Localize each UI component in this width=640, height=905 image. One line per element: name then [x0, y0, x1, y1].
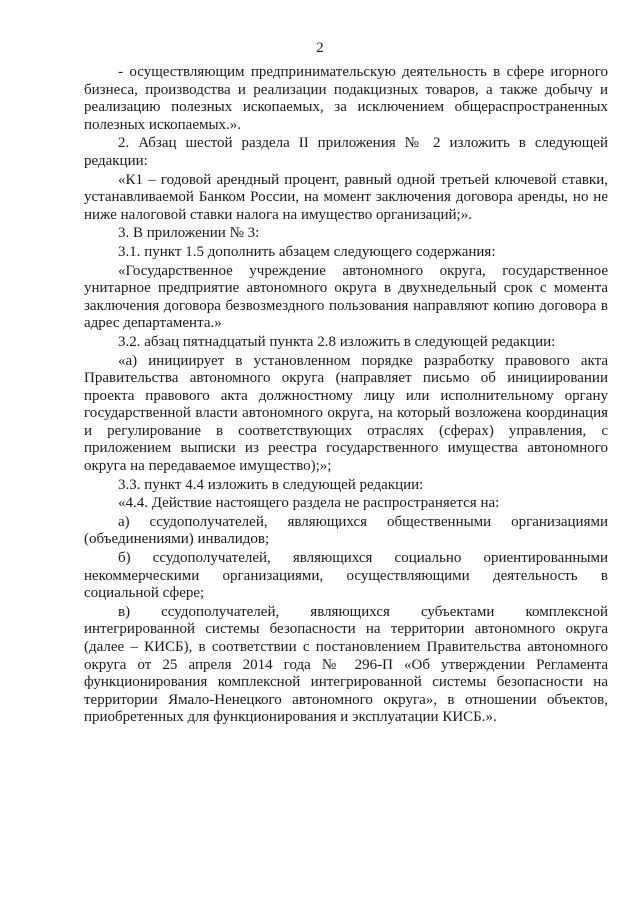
paragraph-item-4-4: «4.4. Действие настоящего раздела не распространяется на:: [118, 495, 500, 512]
paragraph-item-3-3: 3.3. пункт 4.4 изложить в следующей редакции:: [118, 476, 424, 493]
paragraph-subitem-b: б) ссудополучателей, являющихся социально ориентированными некоммерческими организациями, осуществляющими деятельность в социальной сфере;: [84, 550, 608, 602]
paragraph-item-2: 2. Абзац шестой раздела II приложения № 2 изложить в следующей редакции:: [84, 135, 608, 169]
paragraph-item-3: 3. В приложении № 3:: [118, 225, 260, 242]
paragraph-k1-definition: «К1 – годовой арендный процент, равный одной третьей ключевой ставки, устанавливаемой Банком России, на момент заключения договора аренды, но не ниже налоговой ставки налога на имущество организаций;».: [84, 171, 608, 223]
paragraph-item-3-2: 3.2. абзац пятнадцатый пункта 2.8 изложить в следующей редакции:: [118, 333, 556, 350]
paragraph-subitem-v: в) ссудополучателей, являющихся субъектами комплексной интегрированной системы безопасности на территории автономного округа (далее – КИСБ), в соответствии с постановлением Правительства автономного округа от 25 апреля 2014 года № 296-П «Об утверждении Регламента функционирования комплексной интегрированной системы безопасности на территории Ямало-Ненецкого автономного округа», в отношении объектов, приобретенных для функционирования и эксплуатации КИСБ.».: [84, 603, 608, 726]
paragraph-initiates-act: «а) инициирует в установленном порядке разработку правового акта Правительства автономного округа (направляет письмо об инициировании проекта правового акта должностному лицу или исполнительному органу государственной власти автономного округа, на который возложена координация и регулирование в соответствующих отраслях (сферах) управления, с приложением выписки из реестра государственного имущества автономного округа на передаваемое имущество);»;: [84, 352, 608, 475]
page-number: 2: [316, 40, 324, 56]
paragraph-item-3-1: 3.1. пункт 1.5 дополнить абзацем следующего содержания:: [118, 243, 496, 260]
paragraph-state-institution: «Государственное учреждение автономного округа, государственное унитарное предприятие автономного округа в двухнедельный срок с момента заключения договора безвозмездного пользования направляют копию договора в адрес департамента.»: [84, 262, 608, 332]
paragraph-subitem-a: а) ссудополучателей, являющихся общественными организациями (объединениями) инвалидов;: [84, 513, 608, 548]
paragraph-exclusion-gambling: - осуществляющим предпринимательскую деятельность в сфере игорного бизнеса, производства и реализации подакцизных товаров, а также добычу и реализацию полезных ископаемых, за исключением общераспространенных полезных ископаемых.».: [84, 64, 608, 133]
document-body: [84, 64, 608, 727]
